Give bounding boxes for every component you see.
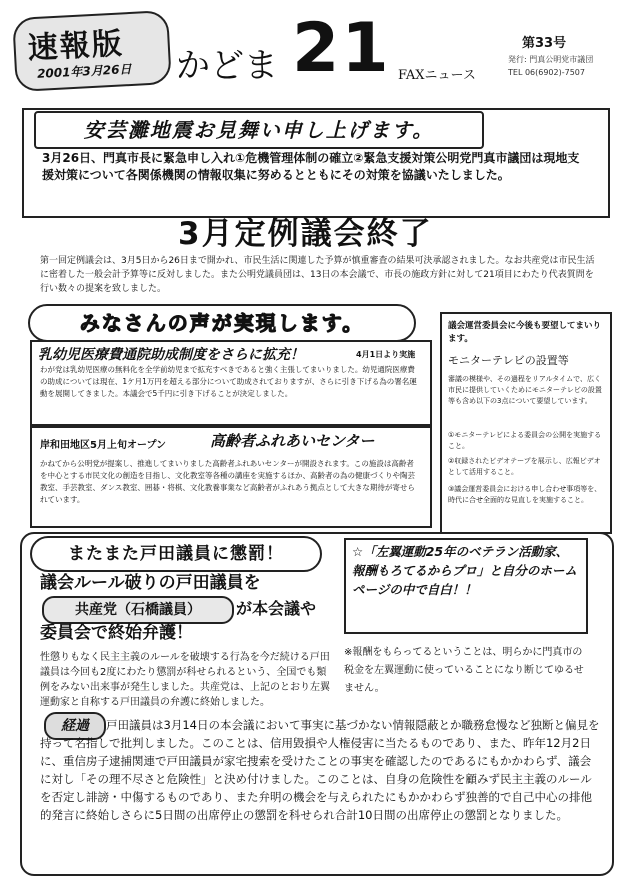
session-body: 第一回定例議会は、3月5日から26日まで開かれ、市民生活に関連した予算が慎重審査の結果可決承認されました。なお共産党は市民生活に密着した一般会計予算等に反対しました。また公明党議員団は、13日の本会議で、市長の施政方針に対して21項目にわたり代表質問を行い数々の提案を致しました。 (40, 256, 595, 294)
committee-intro: 議会運営委員会に今後も要望してまいります。 (448, 321, 602, 344)
committee-body: 審議の模様や、その過程をリアルタイムで、広く市民に提供していくためにモニターテレビの設置等も含め以下の3点について要望しています。 (448, 375, 602, 405)
medical-aid-body: わが党は乳幼児医療の無料化を全学前幼児まで拡充すべきであると強く主張してまいりました。幼児通院医療費の助成については現在、1ケ月1万円を超える部分について助成されておりますが、さらに引き下げる為の署名運動を展開してきました。本議会で5千円に引き下げることが決定しました。 (40, 365, 417, 398)
party-label: 共産党（石橋議員） (75, 602, 201, 618)
discipline-banner-text: またまた戸田議員に懲罰！ (68, 544, 284, 564)
title-prefix: かどま (176, 46, 278, 86)
discipline-body: 性懲りもなく民主主義のルールを破壊する行為を今だ続ける戸田議員は今回も2度にわたり懲罰が科せられるという、全国でも類例をみない出来事が発生しました。共産党は、上記のとおり左翼運動家と自称する戸田議員の弁護に終始しました。 (40, 652, 330, 708)
earthquake-notice-body: 3月26日、門真市長に緊急申し入れ①危機管理体制の確立②緊急支援対策公明党門真市議団は現地支援対策について各関係機関の情報収集に努めるとともにその対策を協議いたしました。 (42, 151, 580, 182)
session-headline: 3月定例議会終了 (178, 216, 433, 252)
fax-label: FAXニュース (398, 68, 476, 83)
phone: TEL 06(6902)-7507 (508, 68, 585, 77)
senior-center-lead: 岸和田地区5月上旬オープン (40, 440, 167, 451)
senior-center-title: 高齢者ふれあいセンター (210, 432, 375, 450)
publisher: 発行: 門真公明党市議団 (508, 55, 594, 64)
discipline-headline-2: が本会議や (236, 599, 317, 618)
badge-text: 速報版 (26, 26, 125, 67)
details-label: 経過 (61, 718, 89, 734)
party-box (42, 596, 234, 624)
quick-report-badge (12, 10, 172, 92)
committee-point-1: ①モニターテレビによる委員会の公開を実施すること。 (448, 431, 602, 450)
earthquake-notice-title-box (34, 111, 484, 149)
issue-date: 2001年3月26日 (36, 61, 132, 81)
committee-point-3: ③議会運営委員会における申し合わせ事項等を、時代に合せ全面的な見直しを実施すること。 (448, 485, 602, 504)
veteran-note: ※報酬をもらってるということは、明らかに門真市の税金を左翼運動に使っていることになり断じてゆるせません。 (344, 647, 584, 694)
discipline-banner (30, 536, 322, 572)
veteran-text: ☆「左翼運動25年のベテラン活動家、報酬もろてるからプロ」と自分のホームページの中で自白！！ (352, 544, 577, 597)
title-number: 21 (292, 9, 391, 88)
issue-number: 第33号 (522, 36, 567, 51)
voices-banner (28, 304, 416, 342)
earthquake-notice-title: 安芸灘地震お見舞い申し上げます。 (83, 118, 435, 142)
committee-heading: モニターテレビの設置等 (448, 354, 569, 367)
voices-banner-text: みなさんの声が実現します。 (79, 311, 365, 335)
discipline-headline-1: 議会ルール破りの戸田議員を (40, 573, 261, 593)
medical-aid-title: 乳幼児医療費通院助成制度をさらに拡充！ (38, 347, 304, 363)
details-body: 戸田議員は3月14日の本会議において事実に基づかない情報隠蔽とか職務怠慢など独断と偏見を持って名指しで批判しました。このことは、信用毀損や人権侵害に当たるものであり、また、昨年12月2日に、重信房子逮捕関連で戸田議員が家宅捜索を受けたことの事実を確認したのであるにもかかわらず、議会に対し「その理不尽さと危険性」と決め付けました。このことは、自身の危険性を顧みず民主主義のルールを否定し誹謗・中傷するものであり、また弁明の機会を与えられたにもかかわらず独善的で自己中心の排他的発言に終始しさらに5日間の出席停止の懲罰を科せられ合計10日間の出席停止の懲罰となりました。 (40, 718, 600, 822)
senior-center-body: かねてから公明党が提案し、推進してまいりました高齢者ふれあいセンターが開設されます。この施設は高齢者を中心とする市民文化の創造を目指し、文化教室等各種の講座を実施するほか、高齢者の為の健康づくりや陶芸教室、手芸教室、ダンス教室、囲碁・将棋、文化教養事業など高齢者がふれあう拠点として大きな期待が寄せられています。 (40, 459, 415, 504)
discipline-headline-3: 委員会で終始弁護！ (40, 623, 193, 643)
committee-point-2: ②収録されたビデオテープを展示し、広報ビデオとして活用すること。 (448, 457, 601, 476)
medical-aid-note: 4月1日より実施 (356, 350, 416, 359)
